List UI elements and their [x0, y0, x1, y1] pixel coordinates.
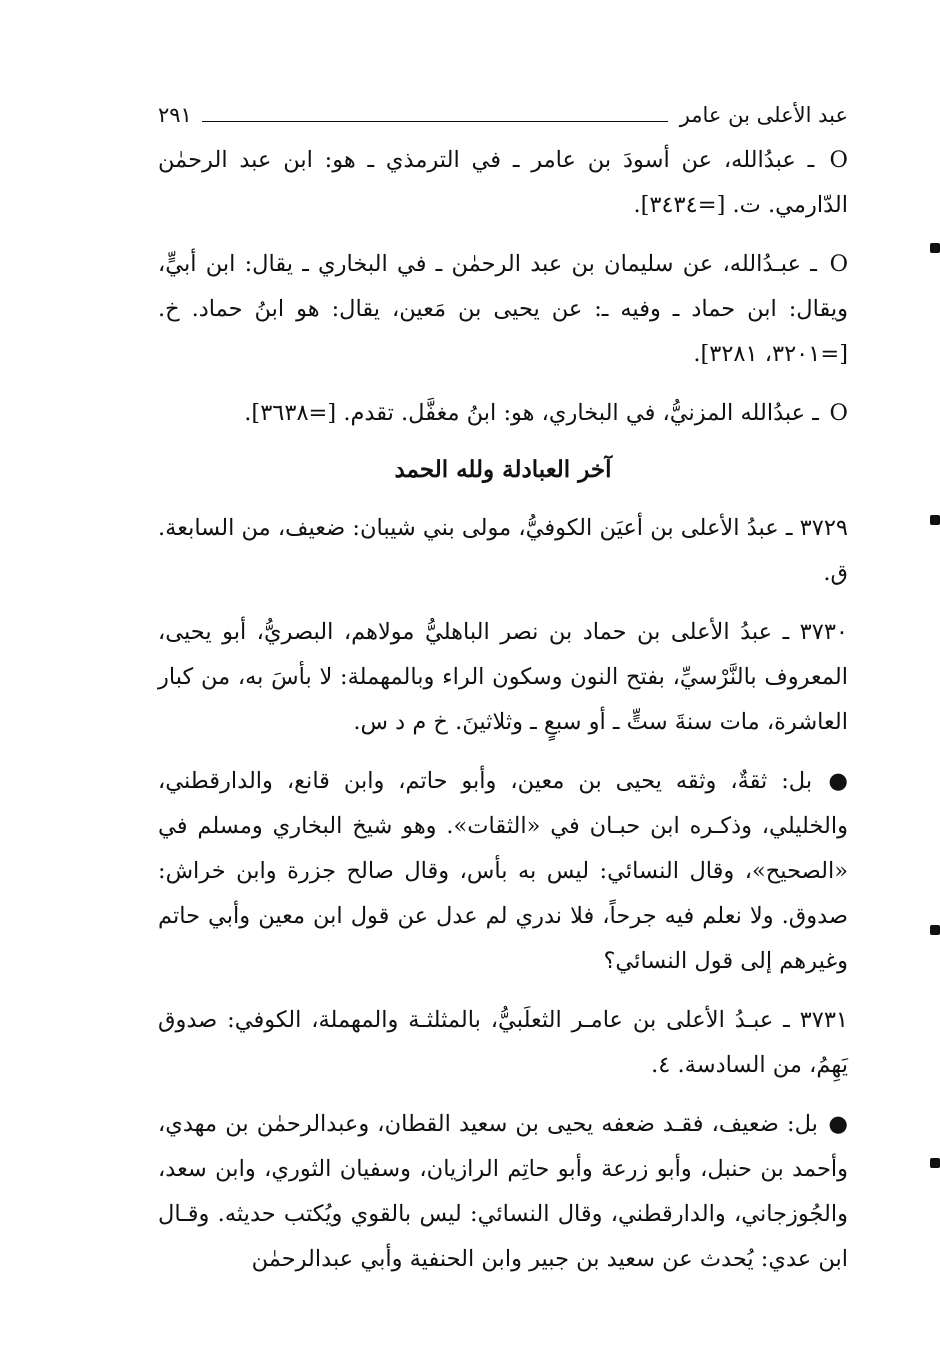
- header-rule: [202, 121, 668, 122]
- running-title: عبد الأعلى بن عامر: [679, 103, 848, 127]
- biography-entry: [158, 610, 848, 745]
- entry-text: بل: ضعيف، فقـد ضعفه يحيى بن سعيد القطان، وعبدالرحمٰن بن مهدي، وأحمد بن حنبل، وأبو زرعة وأبو حاتِم الرازيان، وسفيان الثوري، وابن سعد، والجُوزجاني، والدارقطني، وقال النسائي: ليس بالقوي ويُكتب حديثه. وقـال ابن عدي: يُحدث عن سعيد بن جبير وابن الحنفية وأبي عبدالرحمٰن: [158, 1111, 848, 1272]
- section-end-title: آخر العبادلة ولله الحمد: [394, 456, 612, 483]
- margin-tick-mark: [930, 243, 940, 253]
- margin-tick-mark: [930, 1158, 940, 1168]
- entry-text: بل: ثقةٌ، وثقه يحيى بن معين، وأبو حاتم، وابن قانع، والدارقطني، والخليلي، وذكـره ابن حبـان في «الثقات». وهو شيخ البخاري ومسلم في «الصحيح»، وقال النسائي: ليس به بأس، وقال صالح جزرة وابن خراش: صدوق. ولا نعلم فيه جرحاً، فلا ندري لم عدل عن قول ابن معين وأبي حاتم وغيرهم إلى قول النسائي؟: [158, 768, 848, 974]
- entry-text: ٣٧٢٩ ـ عبدُ الأعلى بن أعيَن الكوفيُّ، مولى بني شيبان: ضعيف، من السابعة. ق.: [158, 515, 848, 586]
- open-circle-marker: O: [829, 400, 848, 426]
- entry-text: ٣٧٣٠ ـ عبدُ الأعلى بن حماد بن نصر الباهليُّ مولاهم، البصريُّ، أبو يحيى، المعروف بالنَّرْسيِّ، بفتح النون وسكون الراء وبالمهملة: لا بأسَ به، من كبار العاشرة، مات سنةَ ستٍّ ـ أو سبعٍ ـ وثلاثينَ. خ م د س.: [158, 619, 848, 735]
- open-circle-marker: O: [829, 147, 848, 173]
- page-number: ٢٩١: [158, 103, 192, 127]
- margin-tick-mark: [930, 515, 940, 525]
- cross-reference-entry: [158, 242, 848, 377]
- entry-text: ٣٧٣١ ـ عبـدُ الأعلى بن عامـر الثعلَبيُّ، بالمثلثـة والمهملة، الكوفي: صدوق يَهِمُ، من السادسة. ٤.: [158, 1007, 848, 1078]
- biography-entry: [158, 998, 848, 1088]
- biography-entry: [158, 506, 848, 596]
- bullet-marker: ●: [828, 1111, 848, 1137]
- bullet-marker: ●: [828, 768, 848, 794]
- running-header: [158, 92, 848, 126]
- entry-text: ـ عبدُالله المزنيُّ، في البخاري، هو: ابنُ مغفَّل. تقدم. [=٣٦٣٨].: [244, 400, 819, 426]
- entry-text: ـ عبـدُالله، عن سليمان بن عبد الرحمٰن ـ في البخاري ـ يقال: ابن أبيٍّ، ويقال: ابن حماد ـ وفيه ـ: عن يحيى بن مَعين، يقال: هو ابنُ حماد. خ. [=٣٢٠١، ٣٢٨١].: [158, 251, 848, 367]
- page-body: [158, 138, 848, 1296]
- commentary-entry: [158, 1102, 848, 1282]
- entry-text: ـ عبدُالله، عن أسودَ بن عامر ـ في الترمذي ـ هو: ابن عبد الرحمٰن الدّارمي. ت. [=٣٤٣٤].: [158, 147, 848, 218]
- cross-reference-entry: [158, 391, 848, 436]
- margin-tick-mark: [930, 925, 940, 935]
- open-circle-marker: O: [829, 251, 849, 277]
- cross-reference-entry: [158, 138, 848, 228]
- commentary-entry: [158, 759, 848, 984]
